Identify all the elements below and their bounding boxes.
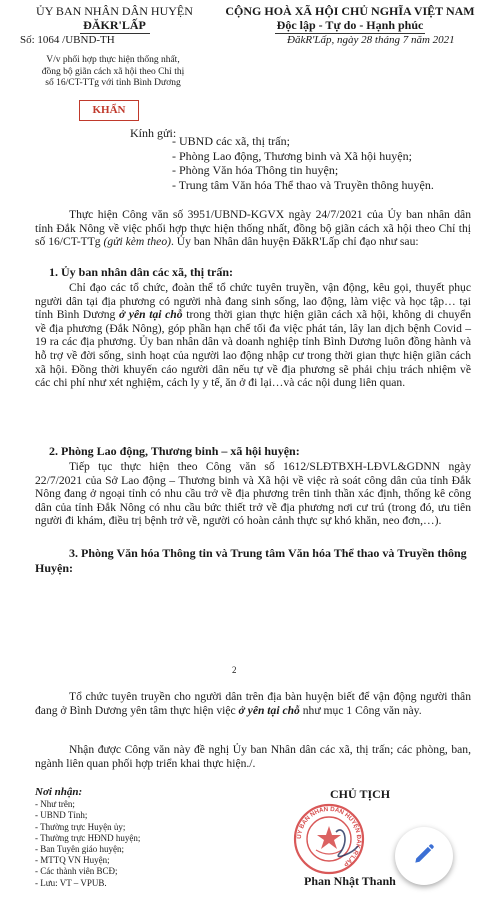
intro-text: Thực hiện Công văn số 3951/UBND-KGVX ngày 24/7/2021 của Ủy ban nhân dân tỉnh Đắk Nông về việc phối hợp thực hiện thống nhất, đồng bộ giãn cách xã hội theo Chỉ thị số 16/CT-TTg [35, 208, 471, 249]
distribution-list [35, 787, 195, 889]
document-number: Số: 1064 /UBND-TH [20, 34, 115, 46]
section-3-heading: 3. Phòng Văn hóa Thông tin và Trung tâm Văn hóa Thể thao và Truyền thông Huyện: [35, 546, 467, 575]
section-1-emphasis: ở yên tại chỗ [118, 308, 183, 322]
distribution-item: - Thường trực HĐND huyện; [35, 832, 141, 843]
section-2-paragraph: Tiếp tục thực hiện theo Công văn số 1612/SLĐTBXH-LĐVL&GDNN ngày 22/7/2021 của Sở Lao động – Thương binh và Xã hội về việc rà soát công dân của tỉnh Đắk Nông đang ở ngoại tỉnh có nhu cầu trở về địa phương trên tinh thần xác định, thống kê công dân của tỉnh Đắk Nông có nhu cầu bức thiết trở về địa phương nơi cư trú (trong đó, ưu tiên người đi khám, điều trị bệnh trở về, người có hoàn cảnh thực sự khó khăn, neo đơn,…). [35, 460, 471, 528]
page-2-paragraph-1 [35, 690, 471, 717]
date-place: ĐăkR'Lấp, ngày [287, 34, 359, 46]
page-number: 2 [232, 665, 237, 675]
signer-title: CHỦ TỊCH [330, 787, 391, 801]
seal-emblem-icon [292, 802, 366, 881]
recipient-item: - Phòng Văn hóa Thông tin huyện; [172, 163, 339, 177]
nation-name: CỘNG HOÀ XÃ HỘI CHỦ NGHĨA VIỆT NAM [225, 4, 475, 18]
distribution-item: - Lưu: VT – VPUB. [35, 877, 107, 888]
urgent-stamp: KHẨN [79, 100, 139, 121]
section-1-text-b: trong thời gian thực hiện giãn cách xã hội, không di chuyển về địa phương (Đắk Nông), góp phần hạn chế tối đa việc phát tán, lây lan dịch bệnh Covid – 19 ra các địa phương. Ủy ban nhân dân và doanh nghiệp tỉnh Bình Dương luôn đồng hành và hỗ trợ về đời sống, sinh hoạt của người lao động nhập cư trong thời gian thực hiện giãn cách xã hội. Đồng thời khuyến cáo người dân nếu tự về địa phương sẽ phải chịu trách nhiệm về các chi phí như xét nghiệm, cách ly y tế, ăn ở đi lại…và các nội dung liên quan. [35, 308, 472, 390]
intro-tail: . Ủy ban Nhân dân huyện ĐăkR'Lấp chỉ đạo như sau: [171, 235, 419, 249]
edit-button[interactable] [395, 827, 453, 885]
section-2-heading: 2. Phòng Lao động, Thương binh – xã hội huyện: [49, 444, 300, 458]
pencil-icon [411, 841, 437, 872]
document-date [287, 34, 455, 46]
page-2-text-b: như mục 1 Công văn này. [302, 703, 422, 717]
motto: Độc lập - Tự do - Hạnh phúc [276, 18, 424, 32]
date-value: 28 tháng 7 năm 2021 [361, 34, 455, 46]
section-1-text-a: Chỉ đạo các tổ chức, đoàn thể tổ chức tuyên truyền, vận động, kêu gọi, thuyết phục người dân tại địa phương có người nhà đang sinh sống, lao động, làm việc và học tập… tại tỉnh Bình Dương [35, 281, 471, 322]
recipient-item: - Trung tâm Văn hóa Thể thao và Truyền thông huyện. [172, 177, 434, 192]
section-1-heading: 1. Ủy ban nhân dân các xã, thị trấn: [49, 265, 234, 279]
recipients-label: Kính gửi: [130, 126, 177, 140]
distribution-item: - Thường trực Huyện ủy; [35, 821, 126, 832]
subject-line-2: đồng bộ giãn cách xã hội theo Chỉ thị [41, 66, 185, 77]
intro-italic: (gửi kèm theo) [103, 235, 171, 249]
intro-paragraph [35, 208, 471, 249]
recipient-item: - Phòng Lao động, Thương binh và Xã hội huyện; [172, 148, 412, 163]
recipients-list [172, 134, 434, 192]
distribution-item: - UBND Tỉnh; [35, 810, 88, 821]
agency-line-2: ĐĂKR'LẤP [83, 18, 146, 32]
national-title [222, 4, 478, 34]
issuing-agency [12, 4, 217, 34]
subject-summary [8, 55, 218, 90]
page-2-emphasis: ở yên tại chỗ [238, 703, 300, 717]
distribution-label: Nơi nhận: [35, 786, 83, 798]
recipient-item: - UBND các xã, thị trấn; [172, 134, 290, 148]
distribution-item: - MTTQ VN Huyện; [35, 855, 110, 866]
agency-line-1: ỦY BAN NHÂN DÂN HUYỆN [36, 4, 193, 18]
distribution-item: - Như trên; [35, 799, 75, 810]
section-1-paragraph [35, 281, 471, 390]
subject-line-1: V/v phối hợp thực hiện thống nhất, [46, 55, 180, 65]
signer-name: Phan Nhật Thanh [304, 874, 396, 888]
page-2-paragraph-2: Nhận được Công văn này đề nghị Ủy ban Nhân dân các xã, thị trấn; các phòng, ban, ngành liên quan phối hợp triển khai thực hiện./. [35, 743, 471, 770]
subject-line-3: số 16/CT-TTg với tỉnh Bình Dương [45, 78, 181, 88]
seal-text: ỦY BAN NHÂN DÂN HUYỆN ĐĂK R'LẤP [295, 805, 363, 868]
page-2-text-a: Tổ chức tuyên truyền cho người dân trên địa bàn huyện biết để vận động người thân đang ở Bình Dương yên tâm thực hiện việc [35, 690, 471, 717]
distribution-item: - Ban Tuyên giáo huyện; [35, 844, 124, 855]
distribution-item: - Các thành viên BCĐ; [35, 866, 118, 877]
